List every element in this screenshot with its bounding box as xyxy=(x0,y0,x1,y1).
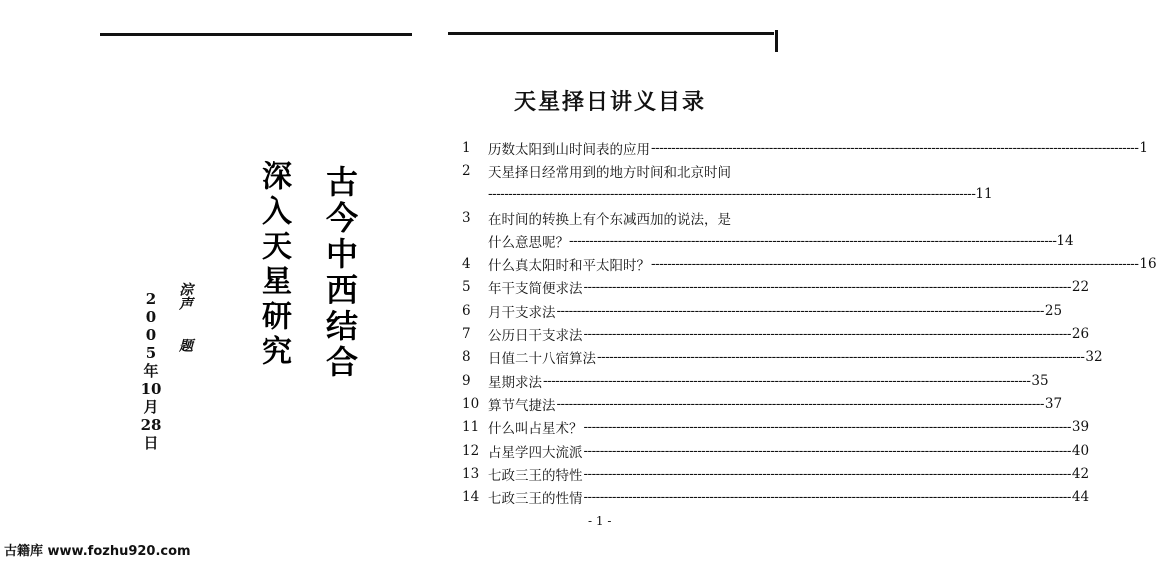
toc-leader-dots: ------------------------------------------------------------------------------------------------------------------------ xyxy=(543,372,1031,389)
toc-entry-page: 14 xyxy=(1056,232,1074,249)
calligraphy-line-1: 古今中西结合 xyxy=(321,165,359,381)
date-char: 2 xyxy=(145,290,157,308)
toc-leader-dots: ------------------------------------------------------------------------------------------------------------------------ xyxy=(597,349,1085,366)
toc-leader-dots: ------------------------------------------------------------------------------------------------------------------------ xyxy=(583,326,1071,343)
toc-leader-dots: ------------------------------------------------------------------------------------------------------------------------ xyxy=(583,279,1071,296)
toc-leader-dots: ------------------------------------------------------------------------------------------------------------------------ xyxy=(583,489,1071,506)
toc-entry-title: 在时间的转换上有个东减西加的说法，是 xyxy=(488,211,731,228)
toc-entry-number: 5 xyxy=(462,279,471,296)
toc-entry-page: 32 xyxy=(1085,349,1103,366)
inscribe-word: 题 xyxy=(177,338,193,352)
toc-entry xyxy=(462,136,1148,159)
toc-leader-dots: ------------------------------------------------------------------------------------------------------------------------ xyxy=(569,232,1057,249)
toc-entry-number: 1 xyxy=(462,139,471,156)
toc-entry-number: 10 xyxy=(462,395,480,412)
toc-entry-page: 40 xyxy=(1071,442,1090,459)
toc-entry-title: 年干支简便求法 xyxy=(488,281,583,298)
toc-entry-number: 6 xyxy=(462,302,471,319)
toc-entry xyxy=(462,159,762,182)
toc-entry-continuation xyxy=(462,229,1074,252)
toc-entry-title: 天星择日经常用到的地方时间和北京时间 xyxy=(488,164,731,181)
date-char: 日 xyxy=(143,434,159,452)
date-char: 28 xyxy=(140,416,162,434)
toc-entry-title: 算节气捷法 xyxy=(488,397,556,414)
toc-entry-number: 4 xyxy=(462,256,471,273)
toc-entry xyxy=(462,439,1090,462)
toc-title: 天星择日讲义目录 xyxy=(513,90,706,115)
toc-entry-continuation xyxy=(462,183,993,206)
toc-list xyxy=(462,136,1157,509)
toc-leader-dots: ------------------------------------------------------------------------------------------------------------------------ xyxy=(583,442,1071,459)
toc-entry-title: 什么真太阳时和平太阳时？ xyxy=(488,258,650,275)
signer-name: 淙声 xyxy=(177,282,193,310)
signer-block xyxy=(175,282,195,352)
toc-entry xyxy=(462,299,1063,322)
toc-entry-page: 42 xyxy=(1071,465,1090,482)
toc-leader-dots: ------------------------------------------------------------------------------------------------------------------------ xyxy=(651,256,1139,273)
toc-entry-page: 16 xyxy=(1139,256,1157,273)
toc-entry-title: 七政三王的特性 xyxy=(488,467,583,484)
toc-entry-title: 占星学四大流派 xyxy=(488,444,583,461)
top-rule-left xyxy=(100,33,412,36)
toc-entry xyxy=(462,346,1103,369)
toc-leader-dots: ------------------------------------------------------------------------------------------------------------------------ xyxy=(583,465,1071,482)
toc-entry-title: 七政三王的性情 xyxy=(488,491,583,508)
toc-leader-dots: ------------------------------------------------------------------------------------------------------------------------ xyxy=(651,139,1139,156)
toc-entry-number: 7 xyxy=(462,326,471,343)
toc-entry xyxy=(462,462,1090,485)
toc-leader-dots: ------------------------------------------------------------------------------------------------------------------------ xyxy=(556,302,1044,319)
page-number: - 1 - xyxy=(588,514,612,528)
toc-entry-title: 月干支求法 xyxy=(488,304,556,321)
toc-leader-dots: ------------------------------------------------------------------------------------------------------------------------ xyxy=(556,395,1044,412)
inscription-date xyxy=(140,290,162,452)
date-char: 5 xyxy=(145,344,157,362)
toc-entry xyxy=(462,392,1063,415)
toc-entry-title: 什么叫占星术？ xyxy=(488,421,583,438)
toc-entry-number: 3 xyxy=(462,209,471,226)
date-char: 10 xyxy=(140,380,162,398)
toc-entry-number: 2 xyxy=(462,162,471,179)
page-edge-mark xyxy=(775,30,778,52)
toc-entry-title-cont: 什么意思呢？ xyxy=(488,234,569,251)
site-watermark: 古籍库 www.fozhu920.com xyxy=(4,544,191,559)
toc-entry xyxy=(462,485,1090,508)
toc-entry-page: 1 xyxy=(1139,139,1148,156)
date-char: 年 xyxy=(143,362,159,380)
toc-entry-page: 35 xyxy=(1031,372,1049,389)
toc-entry-number: 11 xyxy=(462,419,480,436)
top-rule-right xyxy=(448,32,774,35)
toc-entry xyxy=(462,369,1049,392)
toc-entry-number: 13 xyxy=(462,465,480,482)
toc-entry-page: 37 xyxy=(1044,395,1063,412)
calligraphy-line-2: 深入天星研究 xyxy=(256,160,291,370)
date-char: 0 xyxy=(145,326,157,344)
toc-entry-page: 39 xyxy=(1071,419,1090,436)
toc-entry xyxy=(462,322,1090,345)
toc-entry-title: 星期求法 xyxy=(488,374,542,391)
toc-entry xyxy=(462,276,1090,299)
date-char: 月 xyxy=(143,398,159,416)
toc-entry xyxy=(462,252,1157,275)
toc-entry-number: 8 xyxy=(462,349,471,366)
toc-entry-page: 11 xyxy=(975,186,993,203)
toc-entry xyxy=(462,206,762,229)
toc-entry-page: 26 xyxy=(1071,326,1090,343)
toc-entry xyxy=(462,416,1090,439)
toc-entry-number: 9 xyxy=(462,372,471,389)
toc-entry-title: 历数太阳到山时间表的应用 xyxy=(488,141,650,158)
toc-entry-title: 日值二十八宿算法 xyxy=(488,351,596,368)
toc-leader-dots: ------------------------------------------------------------------------------------------------------------------------ xyxy=(583,419,1071,436)
toc-entry-page: 25 xyxy=(1044,302,1063,319)
date-char: 0 xyxy=(145,308,157,326)
toc-entry-title: 公历日干支求法 xyxy=(488,328,583,345)
toc-entry-page: 22 xyxy=(1071,279,1090,296)
toc-entry-page: 44 xyxy=(1071,489,1090,506)
toc-leader-dots: ------------------------------------------------------------------------------------------------------------------------ xyxy=(488,186,976,203)
toc-entry-number: 14 xyxy=(462,489,480,506)
toc-entry-number: 12 xyxy=(462,442,480,459)
